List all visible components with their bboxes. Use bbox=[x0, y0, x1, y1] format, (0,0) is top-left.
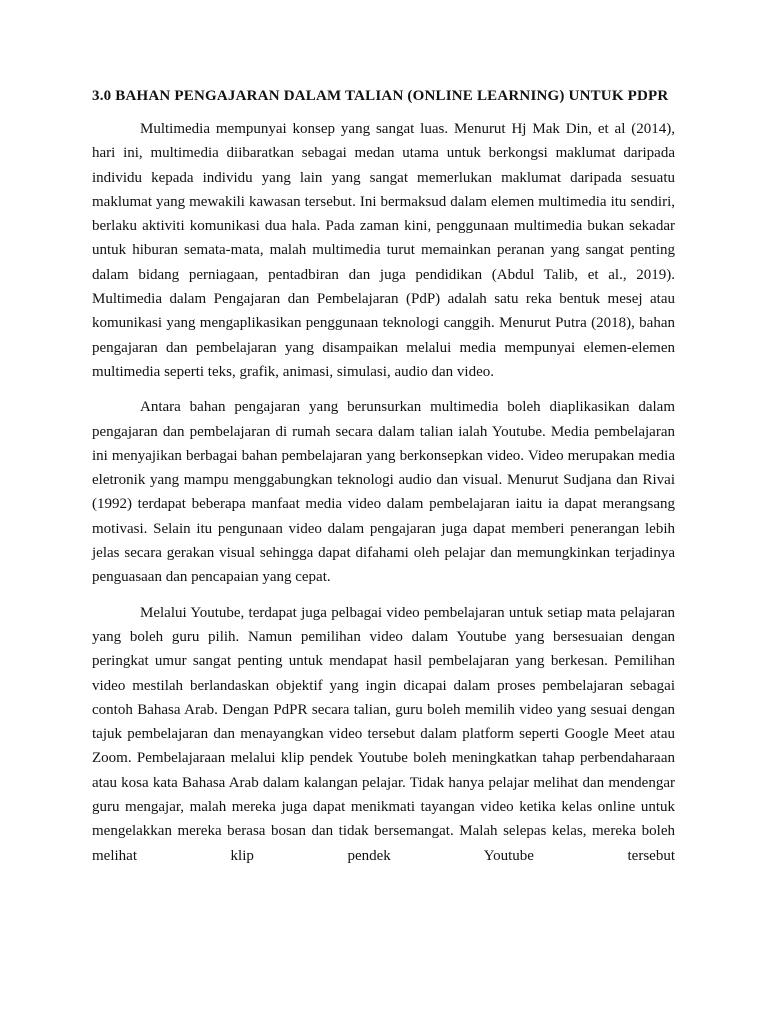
document-page bbox=[92, 84, 675, 879]
paragraph-youtube-as-medium: Antara bahan pengajaran yang berunsurkan multimedia boleh diaplikasikan dalam pengajaran dan pembelajaran di rumah secara dalam talian ialah Youtube. Media pembelajaran ini menyajikan berbagai bahan pembelajaran yang berkonsepkan video. Video merupakan media eletronik yang mampu menggabungkan teknologi audio dan visual. Menurut Sudjana dan Rivai (1992) terdapat beberapa manfaat media video dalam pembelajaran iaitu ia dapat merangsang motivasi. Selain itu pengunaan video dalam pengajaran juga dapat memberi penerangan lebih jelas secara gerakan visual sehingga dapat difahami oleh pelajar dan memungkinkan terjadinya penguasaan dan pencapaian yang cepat. bbox=[92, 399, 675, 586]
paragraph-multimedia-concept: Multimedia mempunyai konsep yang sangat luas. Menurut Hj Mak Din, et al (2014), hari ini, multimedia diibaratkan sebagai medan utama untuk berkongsi maklumat daripada individu kepada individu yang lain yang sangat memerlukan maklumat daripada sesuatu maklumat yang mewakili kawasan tersebut. Ini bermaksud dalam elemen multimedia itu sendiri, berlaku aktiviti komunikasi dua hala. Pada zaman kini, penggunaan multimedia bukan sekadar untuk hiburan semata-mata, malah multimedia turut memainkan peranan yang sangat penting dalam bidang perniagaan, pentadbiran dan juga pendidikan (Abdul Talib, et al., 2019). Multimedia dalam Pengajaran dan Pembelajaran (PdP) adalah satu reka bentuk mesej atau komunikasi yang mengaplikasikan penggunaan teknologi canggih. Menurut Putra (2018), bahan pengajaran dan pembelajaran yang disampaikan melalui media mempunyai elemen-elemen multimedia seperti teks, grafik, animasi, simulasi, audio dan video. bbox=[92, 121, 675, 380]
section-heading: 3.0 BAHAN PENGAJARAN DALAM TALIAN (ONLINE LEARNING) UNTUK PDPR bbox=[92, 88, 669, 104]
paragraph-youtube-video-selection: Melalui Youtube, terdapat juga pelbagai video pembelajaran untuk setiap mata pelajaran yang boleh guru pilih. Namun pemilihan video dalam Youtube yang bersesuaian dengan peringkat umur sangat penting untuk mendapat hasil pembelajaran yang berkesan. Pemilihan video mestilah berlandaskan objektif yang ingin dicapai dalam proses pembelajaran sebagai contoh Bahasa Arab. Dengan PdPR secara talian, guru boleh memilih video yang sesuai dengan tajuk pembelajaran dan menayangkan video tersebut dalam platform seperti Google Meet atau Zoom. Pembelajaraan melalui klip pendek Youtube boleh meningkatkan tahap perbendaharaan atau kosa kata Bahasa Arab dalam kalangan pelajar. Tidak hanya pelajar melihat dan mendengar guru mengajar, malah mereka juga dapat menikmati tayangan video ketika kelas online untuk mengelakkan mereka berasa bosan dan tidak bersemangat. Malah selepas kelas, mereka boleh melihat klip pendek Youtube tersebut bbox=[92, 604, 675, 864]
